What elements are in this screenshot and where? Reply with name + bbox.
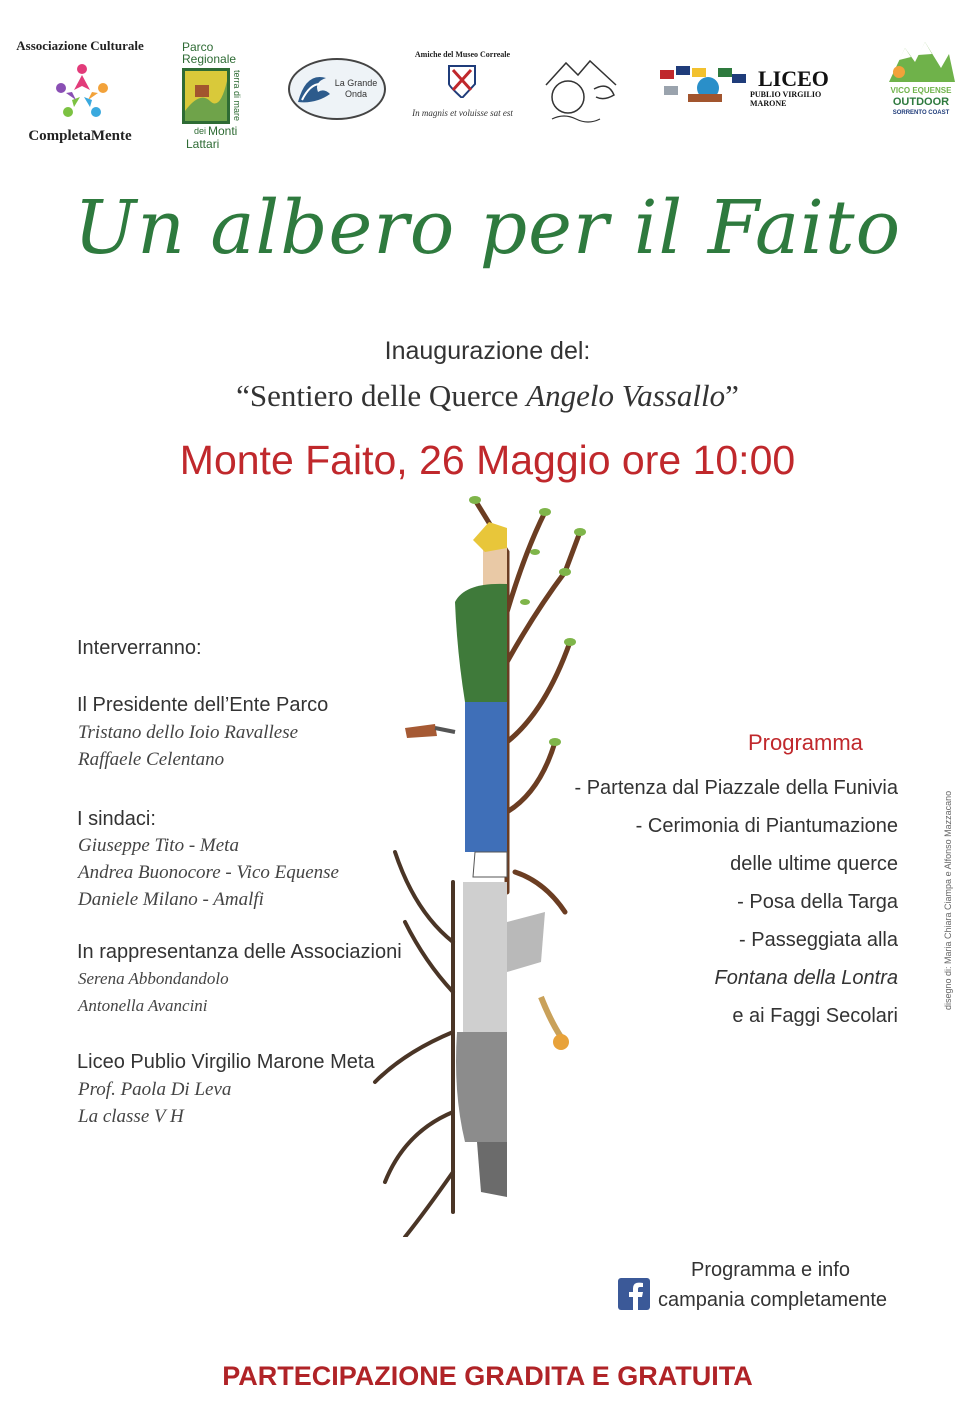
speaker-name: Serena Abbondandolo — [78, 969, 229, 988]
parco-side: terra di mare — [232, 70, 242, 122]
programma-line: Fontana della Lontra — [714, 967, 898, 989]
programma-heading: Programma — [748, 730, 863, 755]
vico-line3: SORRENTO COAST — [892, 110, 950, 116]
programma-line: - Passeggiata alla — [739, 929, 898, 951]
mountain-logo-icon — [885, 38, 957, 86]
speaker-name: Antonella Avancini — [78, 996, 208, 1015]
group-title: I sindaci: — [77, 808, 156, 830]
programma-line: - Posa della Targa — [737, 891, 898, 913]
grande-onda-label: La Grande Onda — [334, 78, 378, 99]
tree-man-illustration — [365, 492, 595, 1237]
poster-title: Un albero per il Faito — [73, 185, 902, 271]
coat-of-arms-icon — [447, 64, 477, 98]
parco-map — [182, 68, 230, 124]
trail-name-close: ” — [725, 378, 739, 413]
facebook-icon[interactable] — [618, 1278, 650, 1310]
liceo-line2: PUBLIO VIRGILIO MARONE — [750, 90, 822, 108]
logo-completamente-line1: Associazione Culturale — [16, 38, 144, 53]
parco-line4: Monti — [208, 124, 238, 138]
parco-line5: Lattari — [186, 137, 220, 151]
trail-name-person: Angelo Vassallo — [526, 378, 726, 413]
logo-museo-correale — [405, 50, 520, 126]
speaker-name: Prof. Paola Di Leva — [78, 1079, 232, 1100]
people-circle-icon — [52, 60, 112, 120]
group-title: Liceo Publio Virgilio Marone Meta — [77, 1051, 375, 1073]
footer-banner: PARTECIPAZIONE GRADITA E GRATUITA — [222, 1361, 753, 1391]
logo-vico-outdoor — [885, 38, 957, 120]
speaker-name: Raffaele Celentano — [78, 749, 225, 770]
logo-liceo — [658, 64, 858, 106]
speaker-name: Tristano dello Ioio Ravallese — [78, 722, 299, 743]
programma-line: e ai Faggi Secolari — [732, 1005, 898, 1027]
vico-line1: VICO EQUENSE — [890, 86, 952, 95]
programma-line: - Cerimonia di Piantumazione — [635, 815, 898, 837]
mountain-drawing-icon — [544, 55, 626, 125]
museo-motto: In magnis et voluisse sat est — [412, 108, 513, 118]
trail-name — [0, 378, 975, 414]
liceo-line1: LICEO — [758, 66, 829, 91]
wave-icon — [296, 68, 336, 108]
speakers-heading: Interverranno: — [77, 637, 202, 659]
parco-line3: dei — [194, 126, 207, 136]
parco-line2: Regionale — [182, 52, 237, 66]
inauguration-label: Inaugurazione del: — [384, 337, 591, 365]
programma-line: delle ultime querce — [730, 853, 898, 875]
group-title: In rappresentanza delle Associazioni — [77, 941, 402, 963]
event-date: Monte Faito, 26 Maggio ore 10:00 — [179, 437, 796, 483]
speaker-name: La classe V H — [78, 1106, 184, 1127]
museo-line1: Amiche del Museo Correale — [414, 50, 511, 59]
logo-completamente-line2: CompletaMente — [28, 128, 132, 144]
speaker-name: Andrea Buonocore - Vico Equense — [78, 862, 339, 883]
vico-line2: OUTDOOR — [892, 96, 950, 108]
info-label: Programma e info — [691, 1259, 850, 1281]
logo-grande-onda — [288, 58, 386, 120]
group-title: Il Presidente dell’Ente Parco — [77, 694, 329, 716]
flags-globe-icon — [658, 64, 748, 104]
logo-completamente — [10, 38, 150, 148]
speaker-name: Daniele Milano - Amalfi — [78, 889, 264, 910]
logo-mountain-sketch — [544, 55, 626, 125]
speaker-name: Giuseppe Tito - Meta — [78, 835, 239, 856]
trail-name-open: “Sentiero delle Querce — [236, 378, 527, 413]
parco-line1: Parco — [182, 40, 214, 54]
programma-line: - Partenza dal Piazzale della Funivia — [574, 777, 898, 799]
logo-parco-lattari — [178, 40, 246, 152]
illustration-credit: disegno di: Maria Chiara Ciampa e Alfonso Mazzacano — [943, 790, 953, 1010]
facebook-page-link[interactable]: campania completamente — [658, 1289, 888, 1311]
